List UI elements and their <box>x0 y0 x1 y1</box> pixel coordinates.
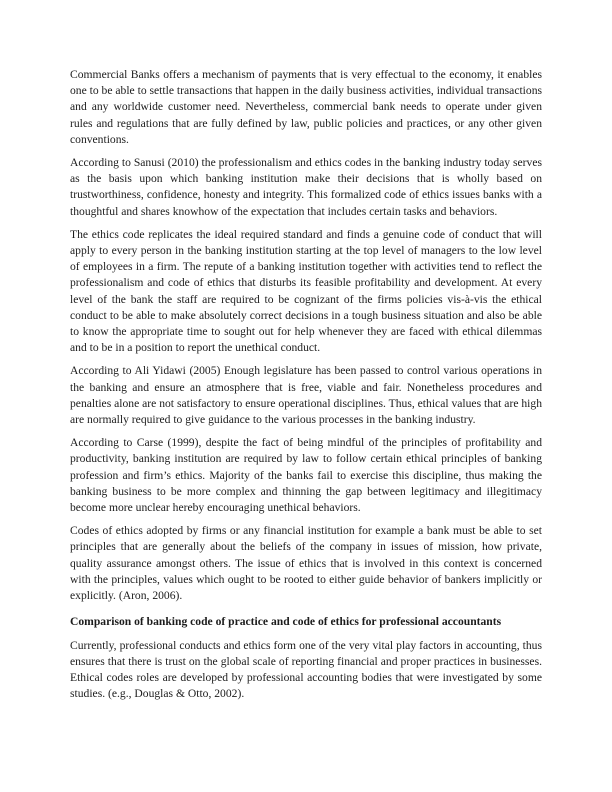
paragraph-ethics-code: The ethics code replicates the ideal required standard and finds a genuine code of conduct that will apply to every person in the banking institution starting at the top level of managers to the low level of employees in a firm. The repute of a banking institution together with activities tend to reflect the professionalism and code of ethics that disturbs its feasible profitability and development. At every level of the bank the staff are required to be cognizant of the firms policies vis-à-vis the ethical conduct to be able to make absolutely correct decisions in a tough business situation and also be able to know the appropriate time to sought out for help whenever they are faced with ethical dilemmas and to be in a position to report the unethical conduct. <box>70 227 542 355</box>
paragraph-sanusi-2010: According to Sanusi (2010) the professionalism and ethics codes in the banking industry today serves as the basis upon which banking institution make their decisions that is wholly based on trustworthiness, confidence, honesty and integrity. This formalized code of ethics issues banks with a thoughtful and shares knowhow of the expectation that includes certain tasks and behaviors. <box>70 156 542 218</box>
paragraph-professional-conducts: Currently, professional conducts and ethics form one of the very vital play factors in accounting, thus ensures that there is trust on the global scale of reporting financial and proper practices in businesses. Ethical codes roles are developed by professional accounting bodies that were investigated by some studies. (e.g., Douglas & Otto, 2002). <box>70 638 542 701</box>
paragraph-ali-yidawi-2005: According to Ali Yidawi (2005) Enough legislature has been passed to control various operations in the banking and ensure an atmosphere that is free, viable and fair. Nonetheless procedures and penalties alone are not satisfactory to ensure operational disciplines. Thus, ethical values that are high are normally required to give guidance to the various processes in the banking industry. <box>70 364 542 427</box>
paragraph-commercial-banks: Commercial Banks offers a mechanism of payments that is very effectual to the economy, it enables one to be able to settle transactions that happen in the daily business activities, individual transactions and any worldwide customer need. Nevertheless, commercial bank needs to operate under given rules and regulations that are fully defined by law, public policies and practices, or any other given conventions. <box>70 68 543 146</box>
paragraph-carse-1999: According to Carse (1999), despite the fact of being mindful of the principles of profitability and productivity, banking institution are required by law to follow certain ethical principles of banking profession and firm’s ethics. Majority of the banks fail to exercise this discipline, thus making the banking business to be more complex and thinning the gap between legitimacy and illegitimacy become more unclear hereby encouraging unethical behaviors. <box>70 436 542 515</box>
section-heading-comparison: Comparison of banking code of practice and code of ethics for professional accountants <box>70 615 502 629</box>
paragraph-codes-of-ethics: Codes of ethics adopted by firms or any financial institution for example a bank must be able to set principles that are generally about the beliefs of the company in issues of mission, how private, quality assurance amongst others. The issue of ethics that is involved in this context is concerned with the principles, values which ought to be rooted to either guide behavior of bankers implicitly or explicitly. (Aron, 2006). <box>70 524 542 603</box>
